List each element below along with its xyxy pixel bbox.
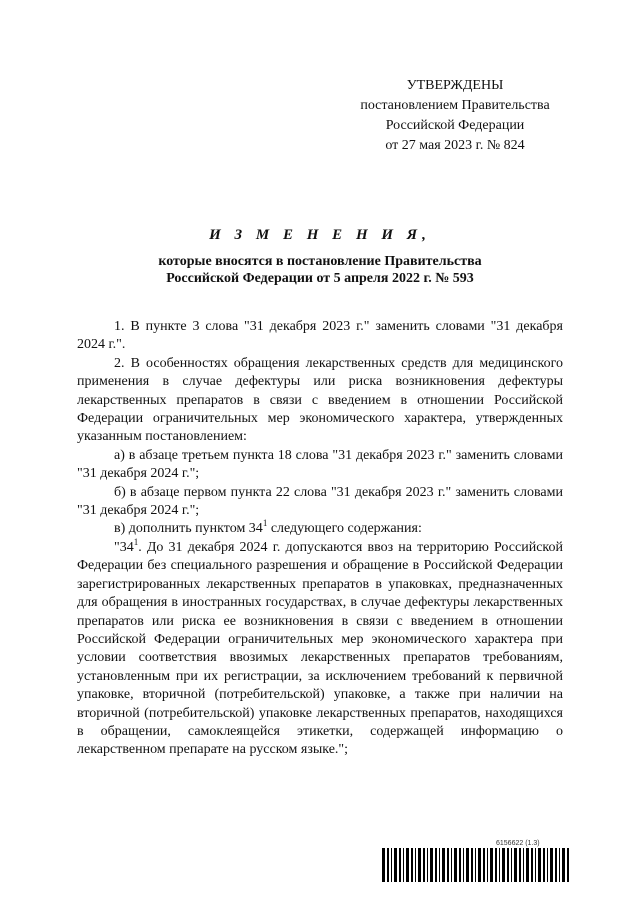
approval-line: Российской Федерации [385,118,525,133]
barcode-bar [487,848,488,882]
barcode-bar [423,848,425,882]
barcode-bar [471,848,473,882]
barcode-bar [567,848,569,882]
barcode-bar [415,848,416,882]
barcode-bar [463,848,464,882]
barcode-bar [406,848,409,882]
barcode-bar [466,848,469,882]
paragraph [77,520,563,538]
paragraph: 2. В особенностях обращения лекарственных средств для медицинского применения в случае дефектуры или риска возникновения дефектуры лекарственных препаратов в связи с введением в отношении Российской Федерации ограничительных мер экономического характера, утвержденных указанным постановлением: [77,355,563,445]
barcode-bar [394,848,397,882]
barcode-bar [531,848,533,882]
barcode-bar [382,848,385,882]
barcode-bar [526,848,529,882]
barcode-bar [535,848,536,882]
barcode-bar [387,848,389,882]
paragraph [77,536,563,760]
approval-stamp [340,76,570,156]
paragraph: 1. В пункте 3 слова "31 декабря 2023 г." заменить словами "31 декабря 2024 г.". [77,319,563,353]
barcode-bar [495,848,497,882]
document-heading [60,227,580,287]
paragraph-text: в) дополнить пунктом 34 [114,521,263,537]
barcode-bar [411,848,413,882]
paragraph-text: "34 [114,539,134,555]
superscript: 1 [262,518,268,529]
barcode-bar [543,848,545,882]
barcode-bar [459,848,461,882]
paragraph: б) в абзаце первом пункта 22 слова "31 декабря 2023 г." заменить словами "31 декабря 2024 г."; [77,484,563,519]
barcode-bar [478,848,481,882]
barcode-bar [451,848,452,882]
barcode-bar [507,848,509,882]
barcode-bar [559,848,560,882]
barcode-bar [454,848,457,882]
barcode-bar [403,848,404,882]
barcode-bar [519,848,521,882]
superscript: 1 [133,536,139,547]
barcode-bar [439,848,440,882]
barcode-bar [562,848,565,882]
paragraph-text: следующего содержания: [267,521,422,537]
paragraph-text: . До 31 декабря 2024 г. допускаются ввоз на территорию Российской Федерации без специального разрешения и обращение в Российской Федерации зарегистрированных лекарственных препаратов в упаковках, предназначенных для обращения в иностранных государствах, в случае дефектуры лекарственных препаратов или риска ее возникновения в связи с введением в отношении Российской Федерации ограничительных мер экономического характера при условии соответствия ввозимых лекарственных препаратов требованиям, установленным при их регистрации, за исключением требований к первичной упаковке, вторичной (потребительской) упаковке, а также при наличии на вторичной (потребительской) упаковке лекарственных препаратов, находящихся в обращении, самоклеящейся этикетки, содержащей информацию о лекарственном препарате на русском языке."; [77,539,563,758]
barcode-image [382,848,572,882]
approval-title: УТВЕРЖДЕНЫ [406,78,504,93]
barcode-bar [555,848,557,882]
barcode-bar [511,848,512,882]
barcode-bar [523,848,524,882]
document-subtitle: которые вносятся в постановление Правительства [158,254,482,269]
barcode-bar [499,848,500,882]
document-title: И З М Е Н Е Н И Я, [209,227,431,243]
barcode-bar [430,848,433,882]
barcode-bar [483,848,485,882]
document-subtitle: Российской Федерации от 5 апреля 2022 г. № 593 [166,271,474,286]
paragraph: а) в абзаце третьем пункта 18 слова "31 декабря 2023 г." заменить словами "31 декабря 2024 г."; [77,447,563,482]
barcode-bar [550,848,553,882]
barcode-bar [490,848,493,882]
barcode-bar [442,848,445,882]
document-body [77,318,563,760]
barcode-bar [547,848,548,882]
approval-line: постановлением Правительства [360,98,550,113]
barcode-bar [435,848,437,882]
barcode-bar [514,848,517,882]
barcode-bar [475,848,476,882]
barcode-bar [418,848,421,882]
barcode-bar [427,848,428,882]
barcode-bar [399,848,401,882]
barcode-bar [502,848,505,882]
barcode-bar [538,848,541,882]
document-code: 6156622 (1.3) [496,840,540,847]
approval-date: от 27 мая 2023 г. № 824 [385,138,525,153]
barcode-bar [391,848,392,882]
barcode-bar [447,848,449,882]
